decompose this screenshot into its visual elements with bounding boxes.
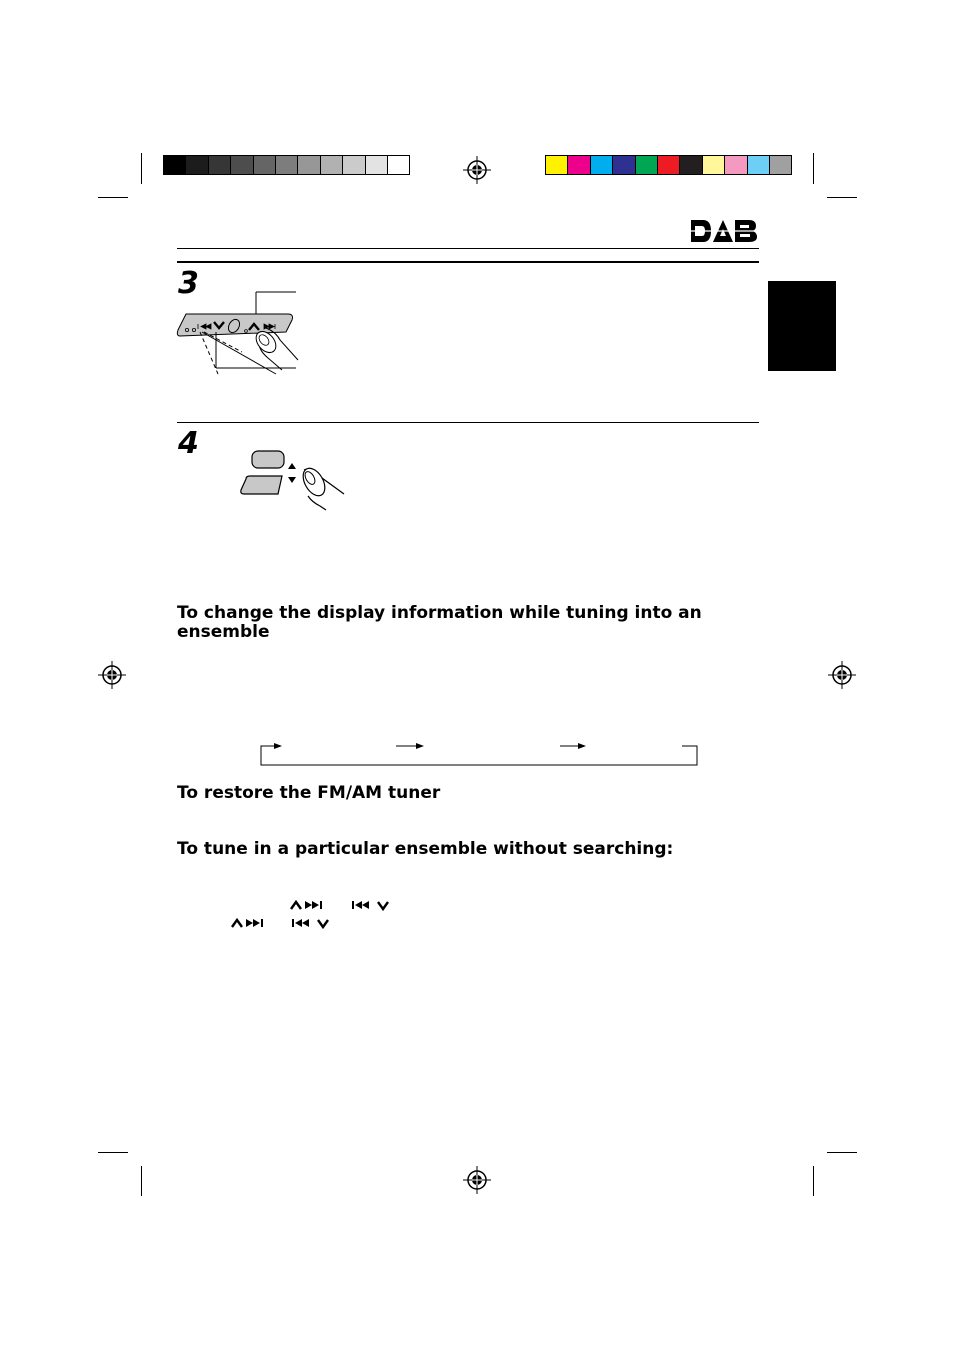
up-next-button-icon [230, 916, 272, 930]
color-swatch [612, 155, 635, 175]
language-side-tab [768, 281, 836, 371]
color-swatch [320, 155, 343, 175]
color-swatch [724, 155, 747, 175]
down-previous-button-icon [350, 898, 394, 912]
color-swatch [702, 155, 725, 175]
crop-mark [141, 1166, 142, 1196]
tuning-buttons-illustration [176, 288, 300, 376]
registration-target-icon [463, 156, 491, 184]
crop-mark [141, 153, 142, 184]
color-swatch [567, 155, 590, 175]
crop-mark [827, 197, 857, 198]
registration-target-icon [463, 1166, 491, 1194]
color-swatch [769, 155, 792, 175]
color-swatch [657, 155, 680, 175]
color-swatch [163, 155, 186, 175]
header-rule-thick [177, 261, 759, 263]
crop-mark [827, 1152, 857, 1153]
color-swatch [387, 155, 410, 175]
dab-logo-icon [689, 218, 759, 244]
color-swatch [545, 155, 568, 175]
step-number: 4 [178, 426, 199, 461]
restore-tuner-heading: To restore the FM/AM tuner [177, 783, 441, 803]
up-next-button-icon [289, 898, 331, 912]
tune-ensemble-heading: To tune in a particular ensemble without searching: [177, 839, 674, 859]
registration-target-icon [828, 661, 856, 689]
color-swatch [747, 155, 770, 175]
preset-buttons-illustration [238, 448, 348, 514]
down-previous-button-icon [290, 916, 334, 930]
crop-mark [98, 1152, 128, 1153]
color-swatch [342, 155, 365, 175]
display-info-heading: To change the display information while tuning into an ensemble [177, 603, 702, 642]
header-rule [177, 248, 759, 249]
crop-mark [98, 197, 128, 198]
registration-target-icon [98, 661, 126, 689]
color-swatch [230, 155, 253, 175]
color-swatch [275, 155, 298, 175]
color-swatch [185, 155, 208, 175]
section-divider [177, 422, 759, 423]
crop-mark [813, 153, 814, 184]
step-number: 3 [178, 266, 199, 301]
color-swatch [253, 155, 276, 175]
color-swatch [679, 155, 702, 175]
color-swatch [590, 155, 613, 175]
color-swatch [208, 155, 231, 175]
color-swatch [365, 155, 388, 175]
color-swatch [635, 155, 658, 175]
color-swatch [297, 155, 320, 175]
display-cycle-diagram [258, 740, 702, 770]
crop-mark [813, 1166, 814, 1196]
